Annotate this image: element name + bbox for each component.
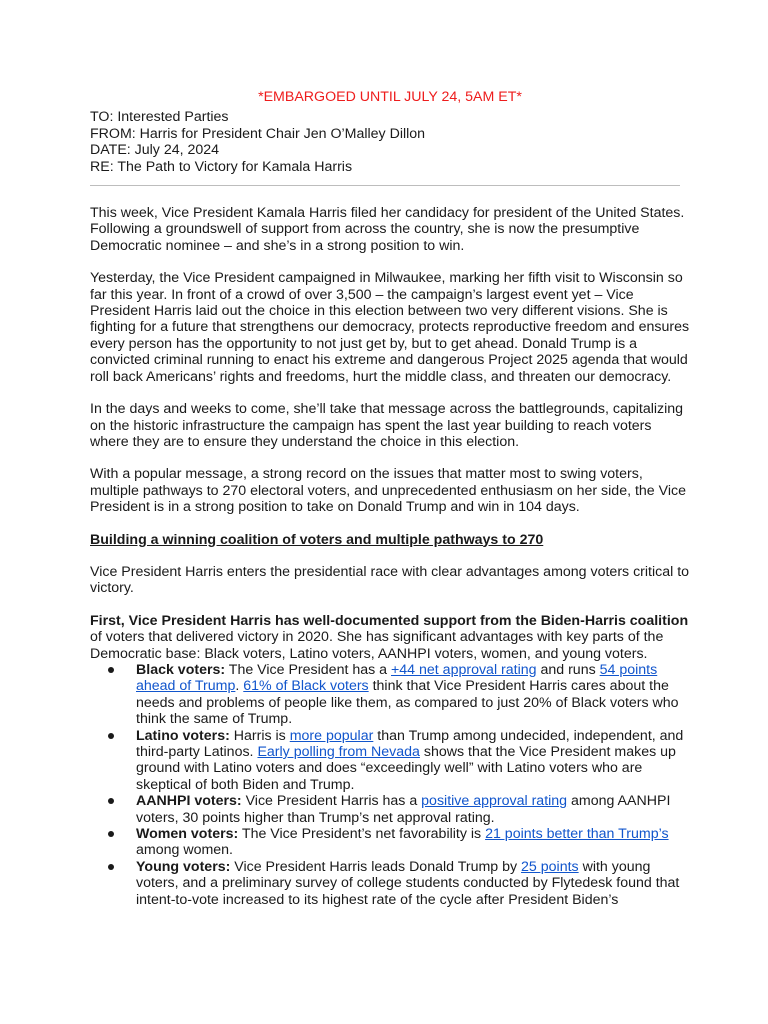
memo-subject: RE: The Path to Victory for Kamala Harris bbox=[90, 158, 353, 175]
link-positive-approval-rating[interactable]: positive approval rating bbox=[421, 793, 568, 810]
bullet-label: Women voters: bbox=[136, 826, 239, 843]
bullet-text: shows that the Vice President makes up ground with Latino voters and does “exceedingly well” with Latino voters who are skeptical of both Biden and Trump. bbox=[136, 744, 676, 793]
bullet-label: Latino voters: bbox=[136, 727, 230, 744]
bullet-text: than Trump among undecided, independent, and third-party Latinos. bbox=[136, 727, 684, 760]
bullet-text: with young voters, and a preliminary survey of college students conducted by Flytedesk found that intent-to-vote increased to its highest rate of the cycle after President Biden’s bbox=[136, 858, 680, 908]
bullet-text: Vice President Harris leads Donald Trump by bbox=[230, 858, 522, 875]
bullet-text: Harris is bbox=[229, 727, 290, 744]
bullet-text: Vice President Harris has a bbox=[241, 793, 422, 810]
bullet-text: and runs bbox=[536, 661, 600, 678]
paragraph-milwaukee: Yesterday, the Vice President campaigned in Milwaukee, marking her fifth visit to Wisconsin so far this year. In front of a crowd of over 3,500 – the campaign’s largest event yet – Vice President Harris laid out the choice in this election between two very different visions. She is fighting for a future that strengthens our democracy, protects reproductive freedom and ensures every person has the opportunity to not just get by, but to get ahead. Donald Trump is a convicted criminal running to enact his extreme and dangerous Project 2025 agenda that would roll back Americans’ rights and freedoms, hurt the middle class, and threaten our democracy. bbox=[90, 270, 690, 385]
paragraph-battlegrounds: In the days and weeks to come, she’ll take that message across the battlegrounds, capitalizing on the historic infrastructure the campaign has spent the last year building to reach voters where they are to ensure they understand the choice in this election. bbox=[90, 401, 684, 450]
link-early-polling-nevada[interactable]: Early polling from Nevada bbox=[257, 744, 420, 760]
bullet-dot bbox=[108, 864, 114, 870]
link-54-points-ahead[interactable]: 54 points ahead of Trump bbox=[136, 661, 658, 695]
voter-group-list bbox=[90, 662, 690, 908]
bullet-dot bbox=[108, 733, 114, 739]
paragraph-strong-position: With a popular message, a strong record on the issues that matter most to swing voters, multiple pathways to 270 electoral voters, and unprecedented enthusiasm on her side, the Vice President is in a strong position to take on Donald Trump and win in 104 days. bbox=[90, 466, 686, 516]
bullet-text: . bbox=[235, 678, 244, 695]
list-item-aanhpi-voters bbox=[136, 793, 690, 826]
memo-page bbox=[90, 89, 690, 908]
list-item-young-voters bbox=[136, 859, 690, 908]
memo-to: TO: Interested Parties bbox=[90, 109, 229, 126]
section-intro: Vice President Harris enters the presidential race with clear advantages among voters critical to victory. bbox=[90, 563, 690, 597]
memo-date: DATE: July 24, 2024 bbox=[90, 142, 220, 159]
link-more-popular[interactable]: more popular bbox=[289, 727, 374, 744]
link-25-points[interactable]: 25 points bbox=[521, 858, 579, 875]
coalition-paragraph bbox=[90, 613, 690, 662]
bullet-text: The Vice President’s net favorability is bbox=[238, 826, 486, 843]
coalition-text: of voters that delivered victory in 2020. She has significant advantages with key parts of the Democratic base: Black voters, Latino voters, AANHPI voters, women, and young voters. bbox=[90, 629, 664, 662]
coalition-lead: First, Vice President Harris has well-documented support from the Biden-Harris coalition bbox=[90, 612, 689, 629]
paragraph-candidacy: This week, Vice President Kamala Harris filed her candidacy for president of the United States. Following a groundswell of support from across the country, she is now the presumptive Democratic nominee – and she’s in a strong position to win. bbox=[90, 205, 685, 254]
bullet-dot bbox=[108, 798, 114, 804]
list-item-latino-voters bbox=[136, 728, 690, 794]
bullet-label: AANHPI voters: bbox=[136, 793, 242, 810]
link-61-percent-black-voters[interactable]: 61% of Black voters bbox=[243, 678, 369, 695]
link-21-points-better[interactable]: 21 points better than Trump’s bbox=[485, 826, 669, 843]
link-net-approval-rating[interactable]: +44 net approval rating bbox=[391, 661, 537, 678]
list-item-black-voters bbox=[136, 662, 690, 728]
header-divider bbox=[90, 185, 680, 186]
bullet-dot bbox=[108, 667, 114, 673]
bullet-label: Young voters: bbox=[136, 858, 231, 875]
bullet-label: Black voters: bbox=[136, 661, 226, 678]
list-item-women-voters bbox=[136, 826, 690, 859]
embargo-notice: *EMBARGOED UNTIL JULY 24, 5AM ET* bbox=[258, 89, 522, 105]
bullet-text: think that Vice President Harris cares about the needs and problems of people like them, as compared to just 20% of Black voters who think the same of Trump. bbox=[136, 678, 679, 728]
bullet-text: among women. bbox=[136, 842, 233, 859]
bullet-text: The Vice President has a bbox=[225, 661, 391, 678]
section-heading: Building a winning coalition of voters and multiple pathways to 270 bbox=[90, 531, 544, 548]
bullet-dot bbox=[108, 831, 114, 837]
bullet-text: among AANHPI voters, 30 points higher than Trump’s net approval rating. bbox=[136, 793, 671, 826]
memo-from: FROM: Harris for President Chair Jen O’Malley Dillon bbox=[90, 125, 426, 142]
